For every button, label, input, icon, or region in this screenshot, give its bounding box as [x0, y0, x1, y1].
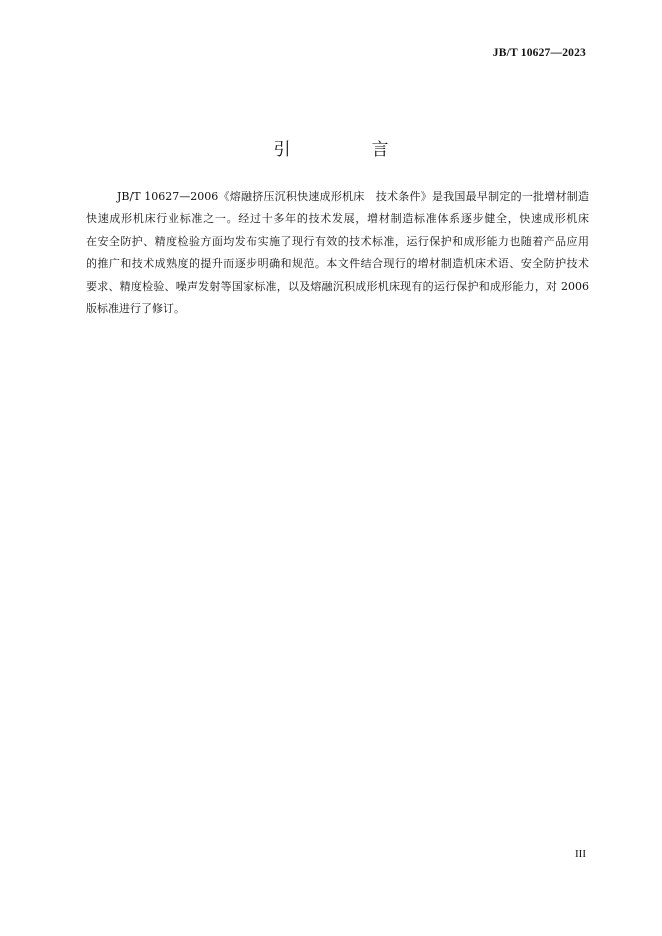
paragraph-line: JB/T 10627—2006《熔融挤压沉积快速成形机床 技术条件》是我国最早制定的一批增材制造 [117, 190, 589, 203]
paragraph-line: 在安全防护、精度检验方面均发布实施了现行有效的技术标准，运行保护和成形能力也随着产品应用 [86, 234, 589, 248]
standard-code-header: JB/T 10627—2023 [492, 47, 586, 59]
page-number: III [575, 848, 586, 860]
paragraph-line: 快速成形机床行业标准之一。经过十多年的技术发展，增材制造标准体系逐步健全，快速成形机床 [86, 212, 589, 226]
paragraph-line: 要求、精度检验、噪声发射等国家标准，以及熔融沉积成形机床现有的运行保护和成形能力，对 2006 [86, 279, 589, 293]
introduction-paragraph [86, 186, 589, 320]
section-title: 引 言 [273, 140, 421, 160]
paragraph-line: 的推广和技术成熟度的提升而逐步明确和规范。本文件结合现行的增材制造机床术语、安全防护技术 [86, 257, 589, 271]
paragraph-line: 版标准进行了修订。 [86, 302, 185, 316]
